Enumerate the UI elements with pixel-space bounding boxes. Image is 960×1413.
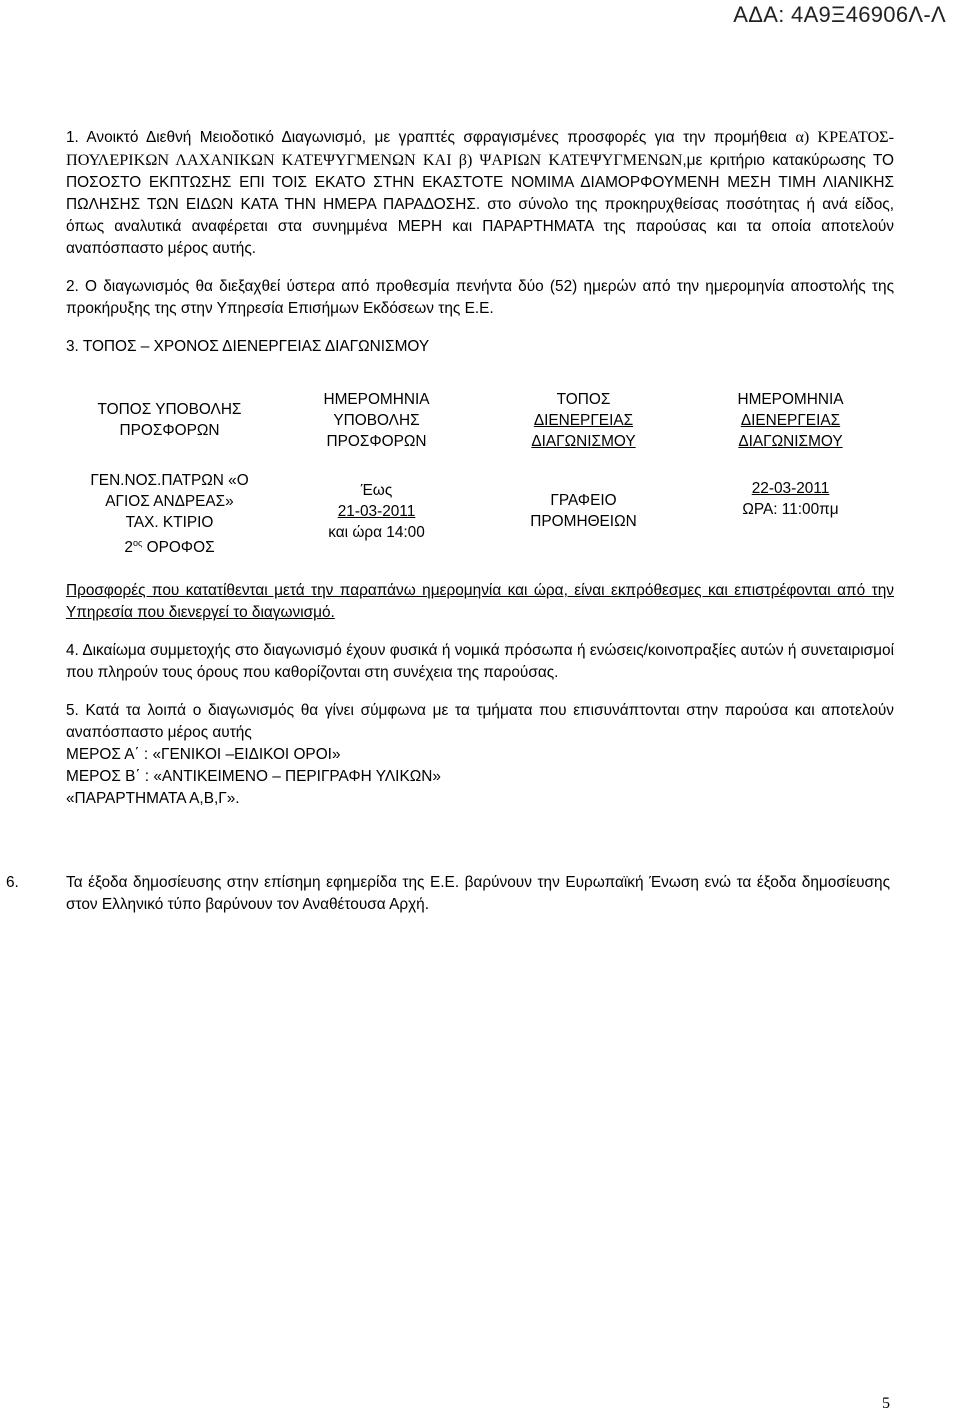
item-3-title: 3. ΤΟΠΟΣ – ΧΡΟΝΟΣ ΔΙΕΝΕΡΓΕΙΑΣ ΔΙΑΓΩΝΙΣΜΟΥ [66, 338, 430, 355]
submission-date-cell: Έως 21-03-2011 και ώρα 14:00 [328, 482, 425, 541]
table-row [66, 464, 894, 558]
item-2: 2. Ο διαγωνισμός θα διεξαχθεί ύστερα από προθεσμία πενήντα δύο (52) ημερών από την ημερομηνία αποστολής της προκήρυξης της στην Υπηρεσία Επισήμων Εκδόσεων της Ε.Ε. [66, 278, 894, 317]
part-a: ΜΕΡΟΣ Α΄ : «ΓΕΝΙΚΟΙ –ΕΙΔΙΚΟΙ ΟΡΟΙ» [66, 746, 341, 764]
item-4: 4. Δικαίωμα συμμετοχής στο διαγωνισμό έχουν φυσικά ή νομικά πρόσωπα ή ενώσεις/κοινοπραξίες αυτών ή συνεταιρισμοί που πληρούν τους όρους που καθορίζονται στη συνέχεια της παρούσας. [66, 642, 894, 682]
item-1-products: α) ΚΡΕΑΤΟΣ-ΠΟΥΛΕΡΙΚΩΝ ΛΑΧΑΝΙΚΩΝ ΚΑΤΕΨΥΓΜΕΝΩΝ ΚΑΙ β) ΨΑΡΙΩΝ ΚΑΤΕΨΥΓΜΕΝΩΝ [66, 128, 894, 169]
item-1-lead: 1. Ανοικτό Διεθνή Μειοδοτικό Διαγωνισμό, με γραπτές σφραγισμένες προσφορές για την προμήθεια [66, 129, 796, 146]
table-header-row [66, 376, 894, 464]
annexes: «ΠΑΡΑΡΤΗΜΑΤΑ Α,Β,Γ». [66, 790, 240, 808]
item-6 [6, 872, 890, 916]
schedule-table [66, 376, 894, 558]
venue-cell: ΓΡΑΦΕΙΟ ΠΡΟΜΗΘΕΙΩΝ [530, 492, 637, 530]
item-6-number: 6. [6, 874, 19, 891]
item-5: 5. Κατά τα λοιπά ο διαγωνισμός θα γίνει σύμφωνα με τα τμήματα που επισυνάπτονται στην παρούσα και αποτελούν αναπόσπαστο μέρος αυτής [66, 702, 894, 742]
page-number: 5 [882, 1395, 890, 1412]
part-b: ΜΕΡΟΣ Β΄ : «ΑΝΤΙΚΕΙΜΕΝΟ – ΠΕΡΙΓΡΑΦΗ ΥΛΙΚΩΝ» [66, 768, 441, 786]
item-1-criterion: ,με κριτήριο κατακύρωσης ΤΟ ΠΟΣΟΣΤΟ ΕΚΠΤΩΣΗΣ ΕΠΙ ΤΟΙΣ ΕΚΑΤΟ ΣΤΗΝ ΕΚΑΣΤΟΤΕ ΝΟΜΙΜΑ ΔΙΑΜΟΡΦΟΥΜΕΝΗ ΜΕΣΗ ΤΙΜΗ ΛΙΑΝΙΚΗΣ ΠΩΛΗΣΗΣ ΤΩΝ ΕΙΔΩΝ ΚΑΤΑ ΤΗΝ ΗΜΕΡΑ ΠΑΡΑΔΟΣΗΣ. [66, 152, 895, 213]
contest-date-cell: 22-03-2011 ΩΡΑ: 11:00πμ [742, 480, 839, 518]
item-1 [66, 126, 894, 260]
header-cell: ΤΟΠΟΣ ΔΙΕΝΕΡΓΕΙΑΣ ΔΙΑΓΩΝΙΣΜΟΥ [531, 390, 636, 450]
header-cell: ΗΜΕΡΟΜΗΝΙΑ ΥΠΟΒΟΛΗΣ ΠΡΟΣΦΟΡΩΝ [323, 390, 430, 450]
ada-code: ΑΔΑ: 4Α9Ξ46906Λ-Λ [733, 2, 946, 27]
item-1-rest: στο σύνολο της προκηρυχθείσας ποσότητας ή ανά είδος, όπως αναλυτικά αναφέρεται στα συνημμένα ΜΕΡΗ και ΠΑΡΑΡΤΗΜΑΤΑ της παρούσας και τα οποία αποτελούν αναπόσπαστο μέρος αυτής. [66, 196, 894, 257]
document-body [66, 126, 894, 810]
late-offers-note: Προσφορές που κατατίθενται μετά την παραπάνω ημερομηνία και ώρα, είναι εκπρόθεσμες και επιστρέφονται από την Υπηρεσία που διενεργεί το διαγωνισμό. [66, 582, 894, 622]
header-cell: ΤΟΠΟΣ ΥΠΟΒΟΛΗΣ ΠΡΟΣΦΟΡΩΝ [97, 401, 242, 439]
header-cell: ΗΜΕΡΟΜΗΝΙΑ ΔΙΕΝΕΡΓΕΙΑΣ ΔΙΑΓΩΝΙΣΜΟΥ [737, 390, 844, 450]
submission-place-cell: ΓΕΝ.ΝΟΣ.ΠΑΤΡΩΝ «Ο ΑΓΙΟΣ ΑΝΔΡΕΑΣ» ΤΑΧ. ΚΤΙΡΙΟ $2^{o\varsigma}$ ΟΡΟΦΟΣ [90, 472, 249, 557]
item-6-text: Τα έξοδα δημοσίευσης στην επίσημη εφημερίδα της Ε.Ε. βαρύνουν την Ευρωπαϊκή Ένωση ενώ τα έξοδα δημοσίευσης στον Ελληνικό τύπο βαρύνουν τον Αναθέτουσα Αρχή. [66, 874, 890, 913]
